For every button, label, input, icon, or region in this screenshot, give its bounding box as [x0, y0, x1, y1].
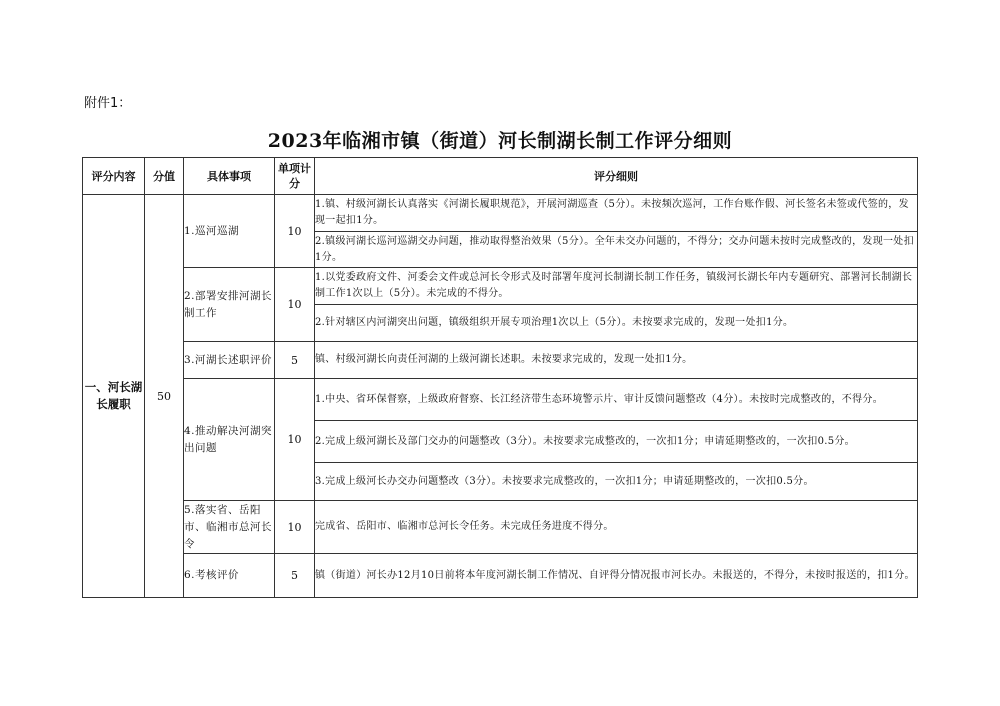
item-score: 5: [275, 554, 315, 598]
item-score: 10: [275, 195, 315, 268]
header-unit-score: 单项计分: [275, 158, 315, 195]
item-name: 6.考核评价: [184, 554, 275, 598]
header-row: [83, 158, 918, 195]
detail-text: 完成省、岳阳市、临湘市总河长令任务。未完成任务进度不得分。: [315, 501, 918, 554]
detail-text: 2.镇级河湖长巡河巡湖交办问题，推动取得整治效果（5分）。全年未交办问题的，不得分；交办问题未按时完成整改的，发现一处扣1分。: [315, 232, 918, 268]
header-category: 评分内容: [83, 158, 145, 195]
item-score: 10: [275, 268, 315, 342]
item-score: 5: [275, 342, 315, 379]
category-cell: 一、河长湖长履职: [83, 195, 145, 598]
header-detail: 评分细则: [315, 158, 918, 195]
table-row: [83, 554, 918, 598]
detail-text: 镇（街道）河长办12月10日前将本年度河湖长制工作情况、自评得分情况报市河长办。未报送的，不得分，未按时报送的，扣1分。: [315, 554, 918, 598]
header-item: 具体事项: [184, 158, 275, 195]
item-score: 10: [275, 501, 315, 554]
detail-text: 1.以党委政府文件、河委会文件或总河长令形式及时部署年度河长制湖长制工作任务，镇级河长湖长年内专题研究、部署河长制湖长制工作1次以上（5分）。未完成的不得分。: [315, 268, 918, 305]
detail-text: 镇、村级河湖长向责任河湖的上级河湖长述职。未按要求完成的，发现一处扣1分。: [315, 342, 918, 379]
table-row: [83, 195, 918, 232]
detail-text: 1.镇、村级河湖长认真落实《河湖长履职规范》，开展河湖巡查（5分）。未按频次巡河，工作台账作假、河长签名未签或代签的，发现一起扣1分。: [315, 195, 918, 232]
item-name: 3.河湖长述职评价: [184, 342, 275, 379]
item-name: 5.落实省、岳阳市、临湘市总河长令: [184, 501, 275, 554]
category-score: 50: [145, 195, 184, 598]
detail-text: 1.中央、省环保督察，上级政府督察、长江经济带生态环境警示片、审计反馈问题整改（4分）。未按时完成整改的，不得分。: [315, 379, 918, 421]
attachment-label: 附件1：: [84, 96, 132, 111]
scoring-table: [82, 157, 918, 598]
detail-text: 2.针对辖区内河湖突出问题，镇级组织开展专项治理1次以上（5分）。未按要求完成的，发现一处扣1分。: [315, 305, 918, 342]
item-name: 2.部署安排河湖长制工作: [184, 268, 275, 342]
table-row: [83, 501, 918, 554]
detail-text: 3.完成上级河长办交办问题整改（3分）。未按要求完成整改的，一次扣1分；申请延期整改的，一次扣0.5分。: [315, 463, 918, 501]
table-row: [83, 379, 918, 421]
detail-text: 2.完成上级河湖长及部门交办的问题整改（3分）。未按要求完成整改的，一次扣1分；申请延期整改的，一次扣0.5分。: [315, 421, 918, 463]
page-title: 2023年临湘市镇（街道）河长制湖长制工作评分细则: [267, 130, 733, 152]
item-score: 10: [275, 379, 315, 501]
table-row: [83, 342, 918, 379]
header-score: 分值: [145, 158, 184, 195]
item-name: 4.推动解决河湖突出问题: [184, 379, 275, 501]
item-name: 1.巡河巡湖: [184, 195, 275, 268]
table-row: [83, 268, 918, 305]
